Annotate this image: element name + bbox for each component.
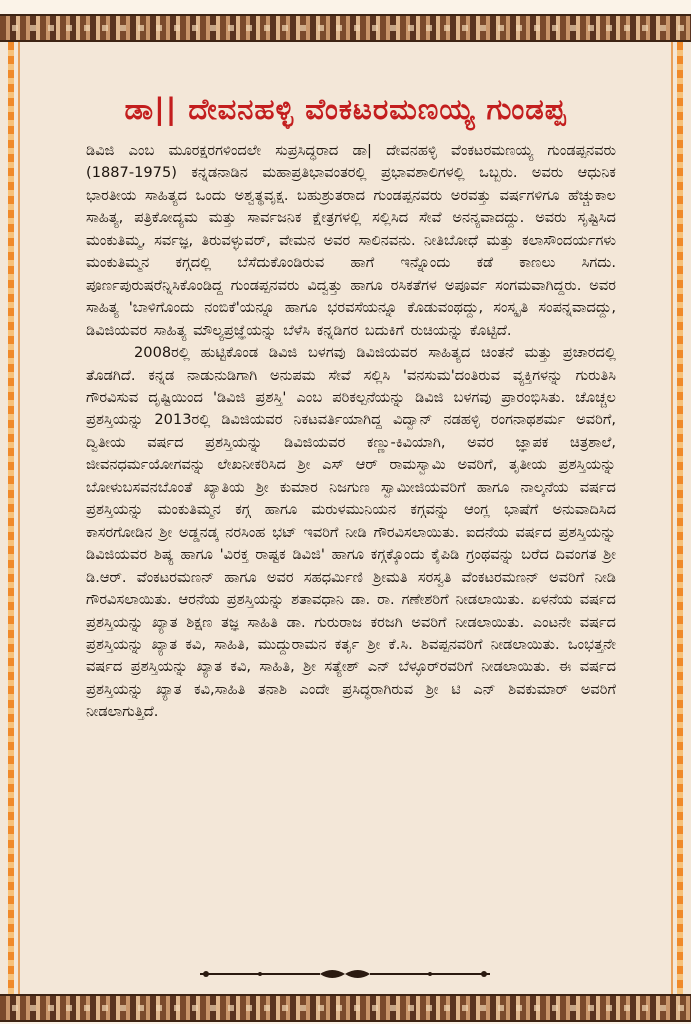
right-decorative-rule [677, 42, 683, 994]
article-body [86, 140, 616, 724]
top-edge [0, 0, 691, 14]
left-thin-rule [18, 42, 20, 994]
top-decorative-border [0, 14, 691, 42]
bottom-decorative-border [0, 994, 691, 1022]
paragraph-award-history: 2008ರಲ್ಲಿ ಹುಟ್ಟಿಕೊಂಡ ಡಿವಿಜಿ ಬಳಗವು ಡಿವಿಜಿಯವರ ಸಾಹಿತ್ಯದ ಚಿಂತನೆ ಮತ್ತು ಪ್ರಚಾರದಲ್ಲಿ ತೊಡಗಿದೆ. ಕನ್ನಡ ನಾಡುನುಡಿಗಾಗಿ ಅನುಪಮ ಸೇವೆ ಸಲ್ಲಿಸಿ 'ವನಸುಮ'ದಂತಿರುವ ವ್ಯಕ್ತಿಗಳನ್ನು ಗುರುತಿಸಿ ಗೌರವಿಸುವ ದೃಷ್ಟಿಯಿಂದ 'ಡಿವಿಜಿ ಪ್ರಶಸ್ತಿ' ಎಂಬ ಪರಿಕಲ್ಪನೆಯನ್ನು ಡಿವಿಜಿ ಬಳಗವು ಪ್ರಾರಂಭಿಸಿತು. ಚೊಚ್ಚಲ ಪ್ರಶಸ್ತಿಯನ್ನು 2013ರಲ್ಲಿ ಡಿವಿಜಿಯವರ ನಿಕಟವರ್ತಿಯಾಗಿದ್ದ ವಿದ್ವಾನ್ ನಡಹಳ್ಳಿ ರಂಗನಾಥಶರ್ಮ ಅವರಿಗೆ, ದ್ವಿತೀಯ ವರ್ಷದ ಪ್ರಶಸ್ತಿಯನ್ನು ಡಿವಿಜಿಯವರ ಕಣ್ಣು-ಕಿವಿಯಾಗಿ, ಅವರ ಜ್ಞಾಪಕ ಚಿತ್ರಶಾಲೆ, ಜೀವನಧರ್ಮಯೋಗವನ್ನು ಲೇಖನೀಕರಿಸಿದ ಶ್ರೀ ಎಸ್ ಆರ್ ರಾಮಸ್ವಾಮಿ ಅವರಿಗೆ, ತೃತೀಯ ಪ್ರಶಸ್ತಿಯನ್ನು ಬೋಳುಬಸವನಬೊಂತೆ ಖ್ಯಾತಿಯ ಶ್ರೀ ಕುಮಾರ ನಿಜಗುಣ ಸ್ವಾಮೀಜಿಯವರಿಗೆ ಹಾಗೂ ನಾಲ್ಕನೆಯ ವರ್ಷದ ಪ್ರಶಸ್ತಿಯನ್ನು ಮಂಕುತಿಮ್ಮನ ಕಗ್ಗ ಹಾಗೂ ಮರುಳಮುನಿಯನ ಕಗ್ಗವನ್ನು ಆಂಗ್ಲ ಭಾಷೆಗೆ ಅನುವಾದಿಸಿದ ಕಾಸರಗೋಡಿನ ಶ್ರೀ ಅಡ್ಡನಡ್ಕ ನರಸಿಂಹ ಭಟ್ ಇವರಿಗೆ ನೀಡಿ ಗೌರವಿಸಲಾಯಿತು. ಐದನೆಯ ವರ್ಷದ ಪ್ರಶಸ್ತಿಯನ್ನು ಡಿವಿಜಿಯವರ ಶಿಷ್ಯ ಹಾಗೂ 'ವಿರಕ್ತ ರಾಷ್ಟಕ ಡಿವಿಜಿ' ಹಾಗೂ ಕಗ್ಗಕ್ಕೊಂದು ಕೈಪಿಡಿ ಗ್ರಂಥವನ್ನು ಬರೆದ ದಿವಂಗತ ಶ್ರೀ ಡಿ.ಆರ್. ವೆಂಕಟರಮಣನ್ ಹಾಗೂ ಅವರ ಸಹಧರ್ಮಿಣಿ ಶ್ರೀಮತಿ ಸರಸ್ವತಿ ವೆಂಕಟರಮಣನ್ ಅವರಿಗೆ ನೀಡಿ ಗೌರವಿಸಲಾಯಿತು. ಆರನೆಯ ಪ್ರಶಸ್ತಿಯನ್ನು ಶತಾವಧಾನಿ ಡಾ. ರಾ. ಗಣೇಶರಿಗೆ ನೀಡಲಾಯಿತು. ಏಳನೆಯ ವರ್ಷದ ಪ್ರಶಸ್ತಿಯನ್ನು ಖ್ಯಾತ ಶಿಕ್ಷಣ ತಜ್ಞ ಸಾಹಿತಿ ಡಾ. ಗುರುರಾಜ ಕರಜಗಿ ಅವರಿಗೆ ನೀಡಲಾಯಿತು. ಎಂಟನೇ ವರ್ಷದ ಪ್ರಶಸ್ತಿಯನ್ನು ಖ್ಯಾತ ಕವಿ, ಸಾಹಿತಿ, ಮುದ್ದುರಾಮನ ಕರ್ತೃ ಶ್ರೀ ಕೆ.ಸಿ. ಶಿವಪ್ಪನವರಿಗೆ ನೀಡಲಾಯಿತು. ಒಂಭತ್ತನೇ ವರ್ಷದ ಪ್ರಶಸ್ತಿಯನ್ನು ಖ್ಯಾತ ಕವಿ, ಸಾಹಿತಿ, ಶ್ರೀ ಸತ್ಯೇಶ್ ಎನ್ ಬೆಳ್ಳೂರ್‌ರವರಿಗೆ ನೀಡಲಾಯಿತು. ಈ ವರ್ಷದ ಪ್ರಶಸ್ತಿಯನ್ನು ಖ್ಯಾತ ಕವಿ,ಸಾಹಿತಿ ತನಾಶಿ ಎಂದೇ ಪ್ರಸಿದ್ಧರಾಗಿರುವ ಶ್ರೀ ಟಿ ಎನ್ ಶಿವಕುಮಾರ್ ಅವರಿಗೆ ನೀಡಲಾಗುತ್ತಿದೆ. [86, 344, 616, 721]
right-thin-rule [671, 42, 673, 994]
ornament-divider-icon [200, 966, 490, 982]
page-title: ಡಾ|| ದೇವನಹಳ್ಳಿ ವೆಂಕಟರಮಣಯ್ಯ ಗುಂಡಪ್ಪ [124, 92, 567, 126]
left-decorative-rule [8, 42, 14, 994]
paragraph-biography: ಡಿವಿಜಿ ಎಂಬ ಮೂರಕ್ಷರಗಳಿಂದಲೇ ಸುಪ್ರಸಿದ್ಧರಾದ ಡಾ| ದೇವನಹಳ್ಳಿ ವೆಂಕಟರಮಣಯ್ಯ ಗುಂಡಪ್ಪನವರು (1887-1975) ಕನ್ನಡನಾಡಿನ ಮಹಾಪ್ರತಿಭಾವಂತರಲ್ಲಿ ಪ್ರಭಾವಶಾಲಿಗಳಲ್ಲಿ ಒಬ್ಬರು. ಅವರು ಆಧುನಿಕ ಭಾರತೀಯ ಸಾಹಿತ್ಯದ ಒಂದು ಅಶ್ವತ್ಥವೃಕ್ಷ. ಬಹುಶ್ರುತರಾದ ಗುಂಡಪ್ಪನವರು ಅರವತ್ತು ವರ್ಷಗಳಿಗೂ ಹೆಚ್ಚುಕಾಲ ಸಾಹಿತ್ಯ, ಪತ್ರಿಕೋದ್ಯಮ ಮತ್ತು ಸಾರ್ವಜನಿಕ ಕ್ಷೇತ್ರಗಳಲ್ಲಿ ಸಲ್ಲಿಸಿದ ಸೇವೆ ಅನನ್ಯವಾದದ್ದು. ಅವರು ಸೃಷ್ಟಿಸಿದ ಮಂಕುತಿಮ್ಮ, ಸರ್ವಜ್ಞ, ತಿರುವಳ್ಳುವರ್, ವೇಮನ ಅವರ ಸಾಲಿನವನು. ನೀತಿಬೋಧೆ ಮತ್ತು ಕಲಾಸೌಂದರ್ಯಗಳು ಮಂಕುತಿಮ್ಮನ ಕಗ್ಗದಲ್ಲಿ ಬೆಸೆದುಕೊಂಡಿರುವ ಹಾಗೆ ಇನ್ನೊಂದು ಕಡೆ ಕಾಣಲು ಸಿಗದು. ಪೂರ್ಣಪುರುಷರೆನ್ನಿಸಿಕೊಂಡಿದ್ದ ಗುಂಡಪ್ಪನವರು ವಿದ್ವತ್ತು ಹಾಗೂ ರಸಿಕತೆಗಳ ಅಪೂರ್ವ ಸಂಗಮವಾಗಿದ್ದರು. ಅವರ ಸಾಹಿತ್ಯ 'ಬಾಳಿಗೊಂದು ನಂಬಿಕೆ'ಯನ್ನೂ ಹಾಗೂ ಭರವಸೆಯನ್ನೂ ಕೊಡುವಂಥದ್ದು, ಸಂಸ್ಕೃತಿ ಸಂಪನ್ನವಾದದ್ದು, ಡಿವಿಜಿಯವರ ಸಾಹಿತ್ಯ ಮೌಲ್ಯಪ್ರಜ್ಞೆಯನ್ನು ಬೆಳೆಸಿ ಕನ್ನಡಿಗರ ಬದುಕಿಗೆ ರುಚಿಯನ್ನು ಕೊಟ್ಟಿದೆ. [86, 142, 616, 339]
